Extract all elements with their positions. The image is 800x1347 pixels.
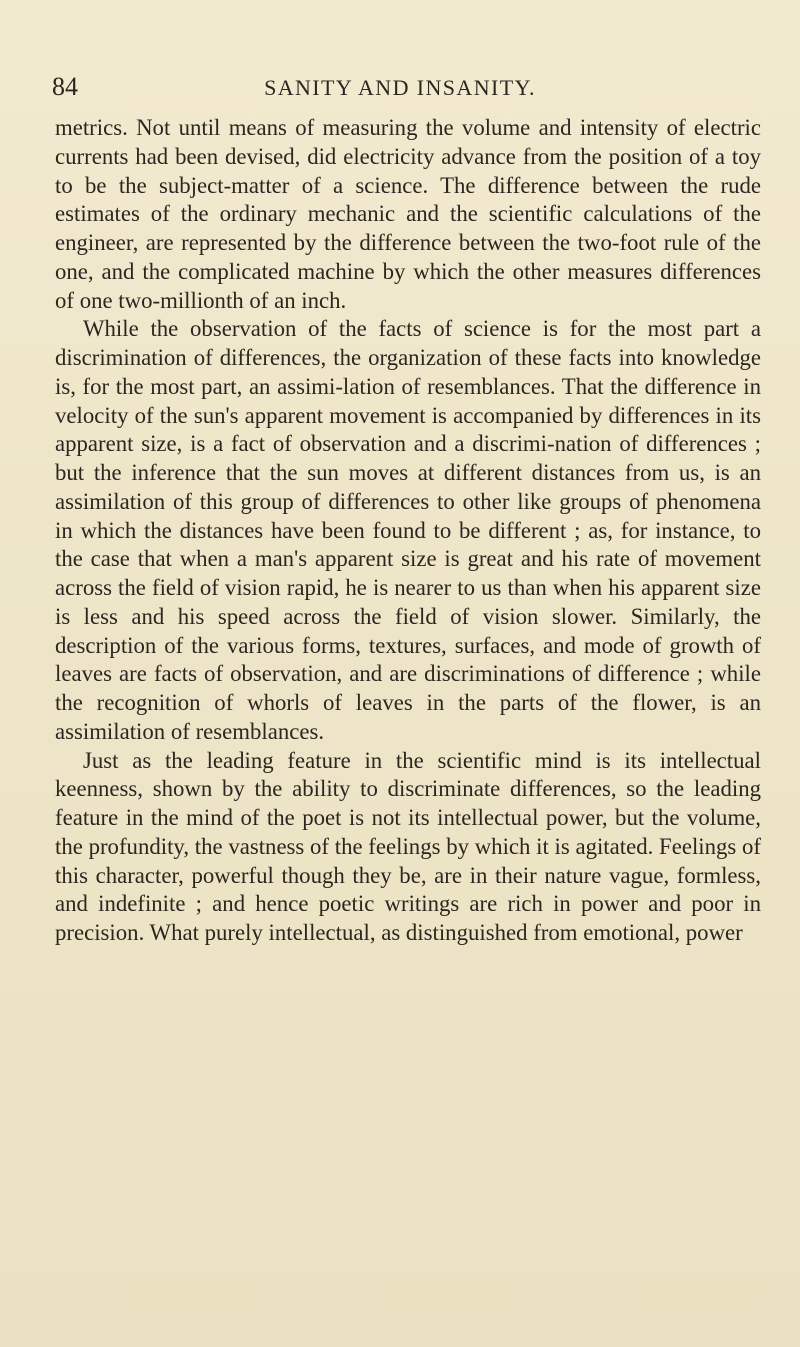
page-number: 84 xyxy=(52,72,78,101)
paragraph-1: metrics. Not until means of measuring the volume and intensity of electric currents had been devised, did electricity advance from the position of a toy to be the subject-matter of a science. The difference between the rude estimates of the ordinary mechanic and the scientific calculations of the engineer, are represented by the difference between the two-foot rule of the one, and the complicated machine by which the other measures differences of one two-millionth of an inch. xyxy=(55,115,761,313)
page-header xyxy=(52,72,748,106)
running-head: SANITY AND INSANITY. xyxy=(264,75,536,100)
paragraph-3: Just as the leading feature in the scientific mind is its intellectual keenness, shown by the ability to discriminate differences, so the leading feature in the mind of the poet is not its intellectual power, but the volume, the profundity, the vastness of the feelings by which it is agitated. Feelings of this character, powerful though they be, are in their nature vague, formless, and indefinite ; and hence poetic writings are rich in power and poor in precision. What purely intellectual, as distinguished from emotional, power xyxy=(55,747,761,945)
paragraph-2: While the observation of the facts of science is for the most part a discrimination of differences, the organization of these facts into knowledge is, for the most part, an assimi-lation of resemblances. That the difference in velocity of the sun's apparent movement is accompanied by differences in its apparent size, is a fact of observation and a discrimi-nation of differences ; but the inference that the sun moves at different distances from us, is an assimilation of this group of differences to other like groups of phenomena in which the distances have been found to be different ; as, for instance, to the case that when a man's apparent size is great and his rate of movement across the field of vision rapid, he is nearer to us than when his apparent size is less and his speed across the field of vision slower. Similarly, the description of the various forms, textures, surfaces, and mode of growth of leaves are facts of observation, and are discriminations of difference ; while the recognition of whorls of leaves in the parts of the flower, is an assimilation of resemblances. xyxy=(55,316,761,744)
body-text xyxy=(55,114,761,948)
